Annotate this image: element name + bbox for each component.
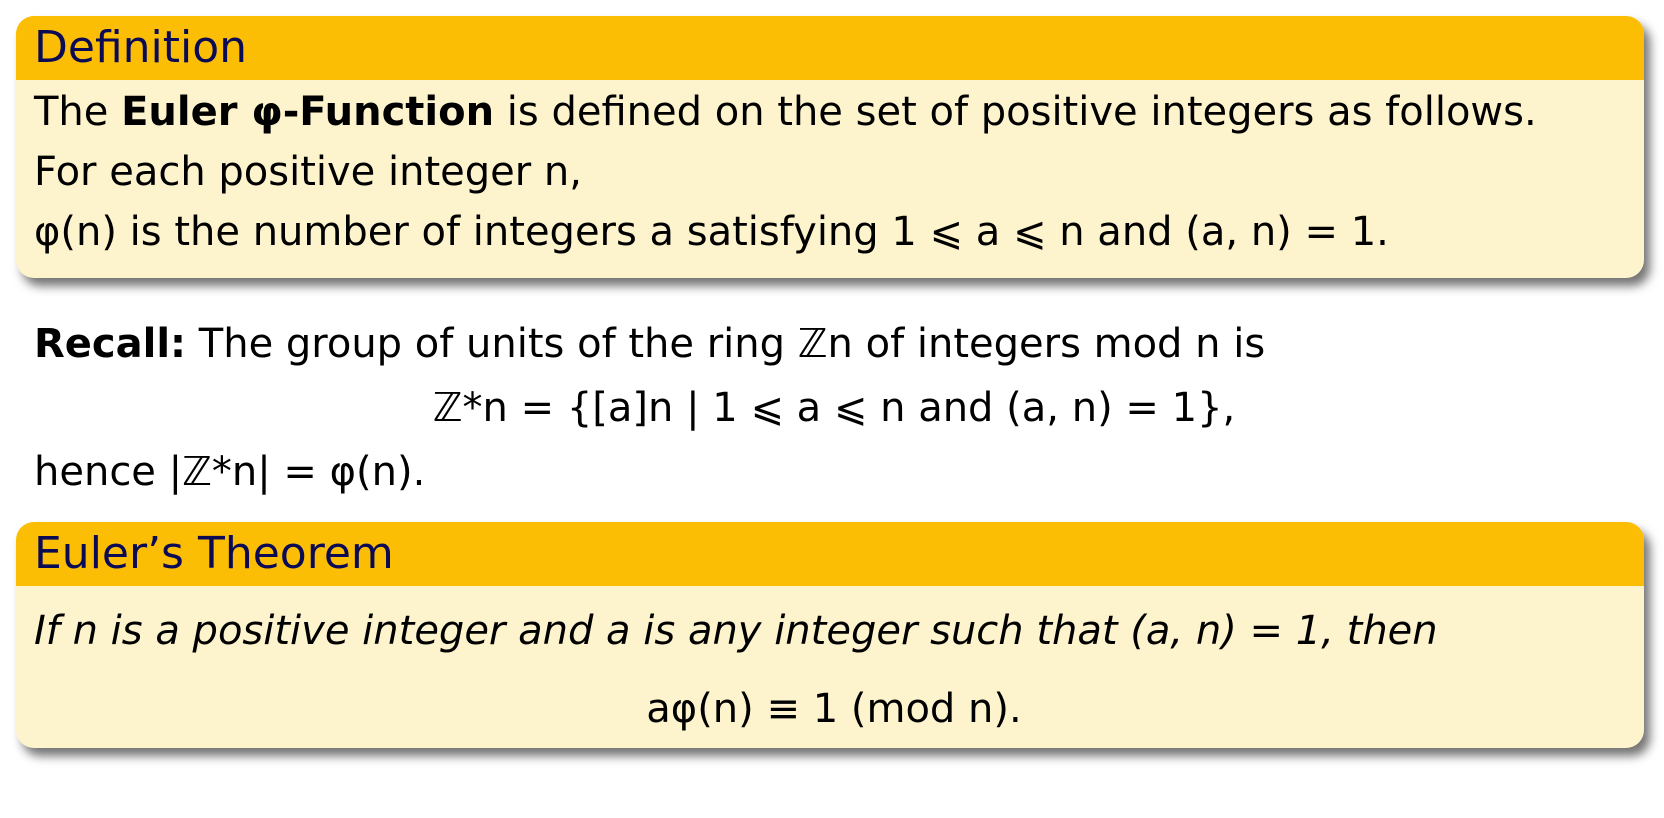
recall-label: Recall: xyxy=(34,321,187,367)
theorem-statement: If n is a positive integer and a is any integer such that (a, n) = 1, then xyxy=(34,608,1438,654)
euler-phi-function-term: Euler φ-Function xyxy=(121,89,495,135)
recall-paragraph xyxy=(34,312,1634,504)
units-group-formula: ℤ*n = {[a]n | 1 ⩽ a ⩽ n and (a, n) = 1}, xyxy=(432,385,1236,431)
definition-line-1: The Euler φ-Function is defined on the set of positive integers as follows. xyxy=(34,89,1537,135)
definition-line-3: φ(n) is the number of integers a satisfying 1 ⩽ a ⩽ n and (a, n) = 1. xyxy=(34,209,1389,255)
theorem-title: Euler’s Theorem xyxy=(16,522,1644,586)
theorem-block xyxy=(16,522,1644,748)
theorem-body xyxy=(16,586,1644,748)
definition-title: Definition xyxy=(16,16,1644,80)
definition-block xyxy=(16,16,1644,278)
recall-line-3: hence |ℤ*n| = φ(n). xyxy=(34,449,426,495)
definition-line-2: For each positive integer n, xyxy=(34,149,582,195)
theorem-formula: aφ(n) ≡ 1 (mod n). xyxy=(646,686,1022,732)
recall-line-1: Recall: The group of units of the ring ℤn of integers mod n is xyxy=(34,321,1266,367)
definition-body xyxy=(16,80,1644,262)
